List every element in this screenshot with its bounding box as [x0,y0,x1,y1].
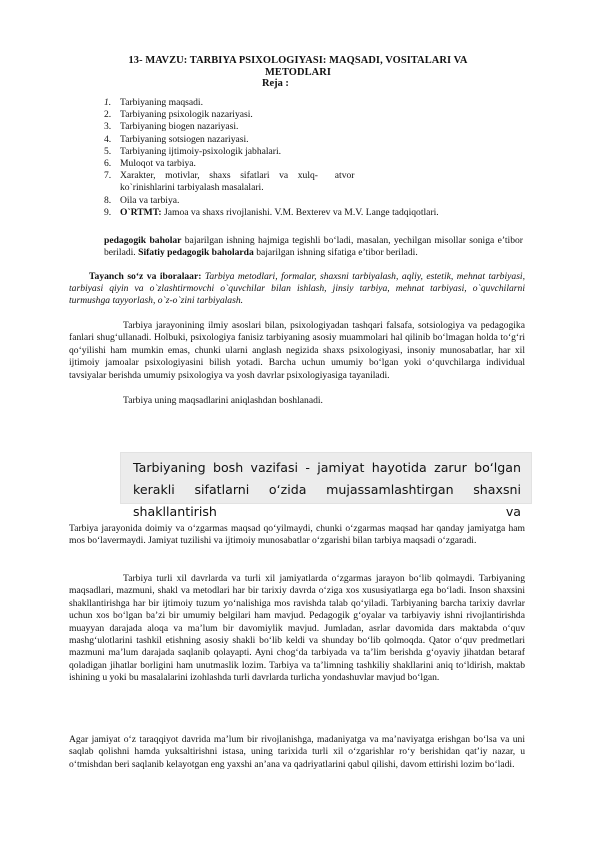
paragraph-4: Tarbiya turli xil davrlarda va turli xil jamiyatlarda o‘zgarmas jarayon bo‘lib qolmaydi. Tarbiyaning maqsadlari, mazmuni, shakl va metodlari har bir tarixiy davrda o‘ziga xos xususiyatlarga ega bo‘ladi. Inson shaxsini shakllantirishga har bir ijtimoiy tuzum yo‘nalishiga mos ravishda talab qo‘yiladi. Tarbiyaning barcha tarixiy davrlar uchun xos bo‘lgan ba’zi bir umumiy belgilari ham mavjud. Pedagogik g‘oyalar va tarbiyaviy ishni rivojlantirishda muayyan darajada aloqa va ma’lum bir davomiylik mavjud. Jumladan, asrlar davomida dars maktabda o‘quv mashg‘ulotlarini tashkil etishning asosiy shakli bo‘lib keldi va shunday bo‘lib qolmoqda. Qator o‘quv predmetlari mazmuni ma’lum darajada saqlanib qolayapti. Ayni chog‘da tarbiyada va ta’lim berishda g‘oyaviy jihatdan betaraf qoladigan jihatlar borligini ham unutmaslik lozim. Tarbiya va ta’limning tashkiliy shakllarini aniq to‘ldirish, maktab ishining u yoki bu masalalarini izohlashda turli davrlarda turlicha yondashuvlar mavjud bo‘lgan. [69,573,525,684]
keywords-label: Tayanch so‘z va iboralaar: [89,271,202,282]
plan-list [104,97,520,219]
document-title-line-2: METODLARI [265,67,331,78]
plan-item-text: Muloqot va tarbiya. [120,158,196,170]
paragraph-2: Tarbiya uning maqsadlarini aniqlashdan boshlanadi. [123,395,323,406]
plan-item [104,109,520,121]
plan-item [104,158,520,170]
assessment-bold-2: Sifatiy pedagogik baholarda [138,247,254,259]
plan-item-number: 8. [104,194,112,206]
plan-item-text-continued: ko`rinishlarini tarbiyalash masalalari. [120,182,264,194]
plan-item-number: 9. [104,206,112,218]
highlight-box [120,452,532,519]
plan-item [104,195,520,207]
paragraph-5: Agar jamiyat o‘z taraqqiyot davrida ma’lum bir rivojlanishga, madaniyatga va ma’naviyatga erishgan bo‘lsa va uni saqlab qolishni hamda yuksaltirishni istasa, uning tarixida turli xil o‘zgarishlar ro‘y berishidan qat’iy nazar, u o‘tmishdan beri saqlanib kelayotgan eng yaxshi an’ana va qadriyatlarini qabul qilishi, davom ettirishi lozim bo‘ladi. [69,734,525,770]
assessment-text-1: bajarilgan ishning hajmiga tegishli bo‘ladi, masalan, yechilgan misollar soniga e’tibor beriladi. [104,235,523,259]
plan-item-number: 4. [104,133,112,145]
highlight-text: Tarbiyaning bosh vazifasi - jamiyat hayotida zarur bo‘lgan kerakli sifatlarni o‘zida mujassamlashtirgan shaxsni shakllantirish va [133,460,521,519]
plan-item-text: Oila va tarbiya. [120,194,180,206]
assessment-bold-1: pedagogik baholar [104,235,182,246]
plan-item-text: Tarbiyaning sotsiogen nazariyasi. [120,133,249,145]
plan-item [104,170,520,194]
plan-item-number: 1. [104,97,112,108]
plan-item-text-block [120,170,520,194]
paragraph-1: Tarbiya jarayonining ilmiy asoslari bilan, psixologiyadan tashqari falsafa, sotsiologiya va pedagogika fanlari shug‘ullanadi. Holbuki, psixologiya fanisiz tarbiyaning asosiy muammolari hal qilinib bo‘lmagan holda to‘g‘ri qo‘yilishi ham mumkin emas, chunki ularni anglash negizida shaxs psixologiyasi, insoniy munosabatlar, har xil ijtimoiy jamoalar psixologiyasini bilish yotadi. Barcha uchun umumiy bo‘lgan yoki o‘quvchilarga individual tavsiyalar berishda umumiy psixologiya va yosh davrlar psixologiyasiga tayaniladi. [69,320,525,381]
plan-item-number: 5. [104,145,112,157]
plan-item-text: Jamoa va shaxs rivojlanishi. V.M. Bexterev va M.V. Lange tadqiqotlari. [161,206,439,218]
plan-heading: Reja : [262,78,289,89]
plan-item-number: 3. [104,121,112,133]
plan-item-text: Tarbiyaning maqsadi. [120,97,203,108]
document-title-line-1: 13- MAVZU: TARBIYA PSIXOLOGIYASI: MAQSADI, VOSITALARI VA [128,55,468,66]
keywords-text: Tarbiya metodlari, formalar, shaxsni tarbiyalash, aqliy, estetik, mehnat tarbiyasi, tarbiyasi qiyin va o`zlashtirmovchi o`quvchilar bilan ishlash, jinsiy tarbiya, mehnat tarbiyasi, o`quvchilarni turmushga tayyorlash, o`z-o`zini tarbiyalash. [69,271,525,307]
plan-item [104,207,520,219]
plan-item-number: 7. [104,170,112,182]
paragraph-3: Tarbiya jarayonida doimiy va o‘zgarmas maqsad qo‘yilmaydi, chunki o‘zgarmas maqsad har qanday jamiyatga ham mos bo‘lavermaydi. Jamiyat tuzilishi va ijtimoiy munosabatlar o‘zgarishi bilan tarbiya maqsadi o‘zgaradi. [69,523,525,547]
assessment-text-2: bajarilgan ishning sifatiga e’tibor beriladi. [253,247,418,259]
plan-item [104,134,520,146]
plan-item-text: Tarbiyaning ijtimoiy-psixologik jabhalari. [120,145,282,157]
plan-item-bold-label: O`RTMT: [120,206,162,218]
plan-item-number: 6. [104,158,112,170]
plan-item [104,97,520,109]
plan-item-number: 2. [104,109,112,121]
plan-item [104,121,520,133]
plan-item-text: Tarbiyaning psixologik nazariyasi. [120,109,253,121]
plan-item-text: Xarakter, motivlar, shaxs sifatlari va xulq- atvor [120,170,355,182]
keywords-paragraph [69,271,525,308]
plan-item [104,146,520,158]
assessment-paragraph [104,235,523,259]
plan-item-text-block [120,207,520,219]
plan-item-text: Tarbiyaning biogen nazariyasi. [120,121,239,133]
